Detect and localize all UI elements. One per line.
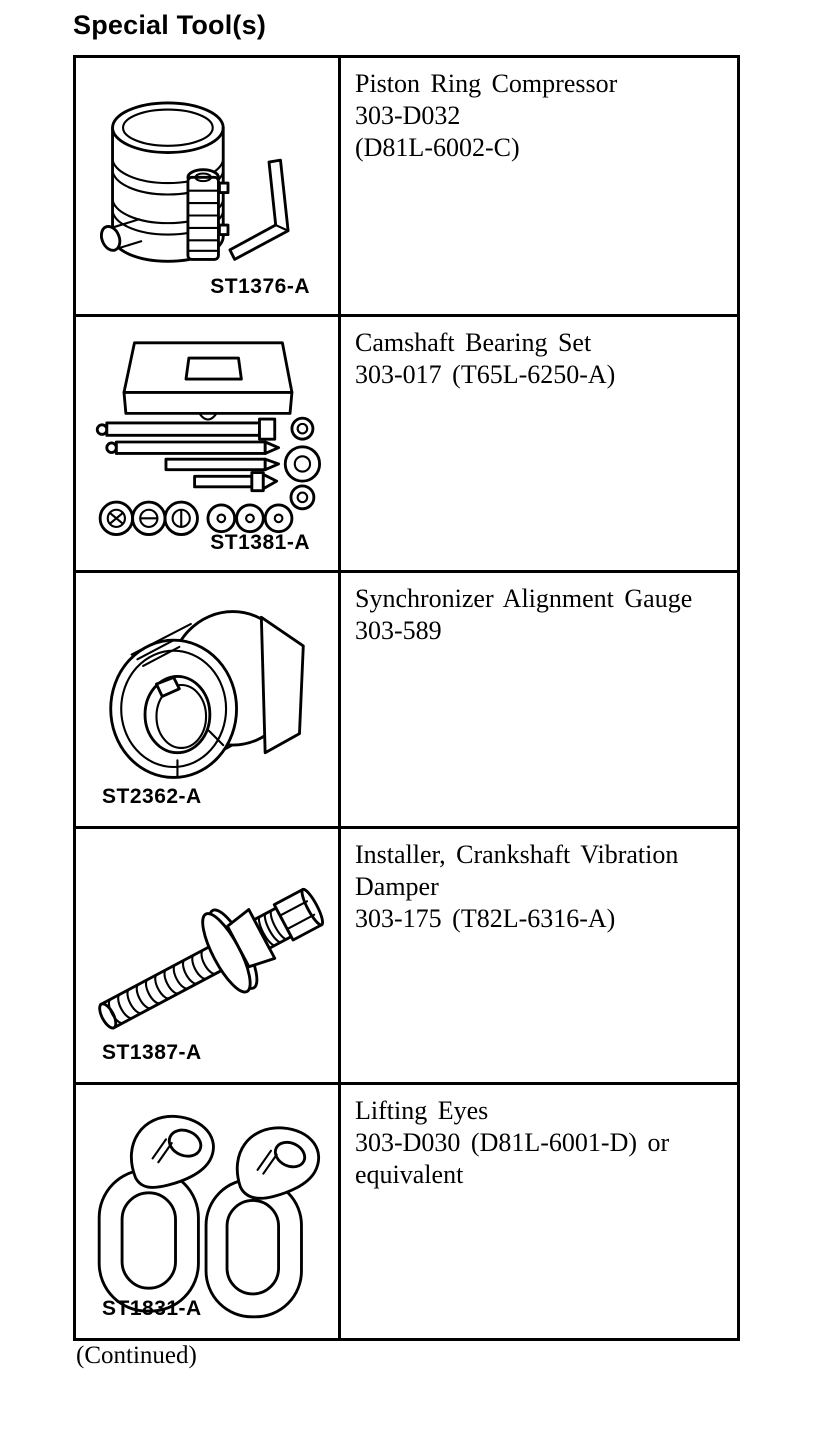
tool-description-line: Installer, Crankshaft Vibration: [355, 840, 679, 869]
tool-description-line: Synchronizer Alignment Gauge: [355, 584, 693, 613]
tool-description-cell: [341, 829, 737, 1082]
tool-description-line: 303-017 (T65L-6250-A): [355, 360, 616, 389]
crankshaft-vibration-damper-installer-illustration: [82, 839, 332, 1064]
tool-description-line: 303-589: [355, 616, 442, 645]
tool-illustration-cell: [76, 317, 341, 570]
tool-description-cell: [341, 58, 737, 314]
synchronizer-alignment-gauge-illustration: [82, 583, 332, 808]
tool-id-label: ST1376-A: [210, 275, 310, 298]
table-row: [76, 1082, 737, 1338]
tool-description-cell: [341, 317, 737, 570]
tool-description-line: equivalent: [355, 1160, 464, 1189]
lifting-eyes-illustration: [82, 1095, 332, 1323]
tool-illustration-cell: [76, 1085, 341, 1338]
tool-illustration-cell: [76, 573, 341, 826]
table-row: [76, 570, 737, 826]
tool-illustration-cell: [76, 58, 341, 314]
tool-illustration-cell: [76, 829, 341, 1082]
tool-id-label: ST2362-A: [102, 785, 202, 808]
piston-ring-compressor-illustration: [82, 68, 332, 300]
tool-id-label: ST1831-A: [102, 1297, 202, 1320]
tool-description-cell: [341, 573, 737, 826]
tool-id-label: ST1387-A: [102, 1041, 202, 1064]
tool-id-label: ST1381-A: [210, 531, 310, 554]
continued-note: (Continued): [76, 1342, 197, 1369]
table-row: [76, 58, 737, 314]
table-row: [76, 826, 737, 1082]
special-tools-table: [73, 55, 740, 1341]
tool-description-line: Damper: [355, 872, 439, 901]
tool-description-line: (D81L-6002-C): [355, 133, 520, 162]
tool-description-line: 303-175 (T82L-6316-A): [355, 904, 616, 933]
tool-description-cell: [341, 1085, 737, 1338]
page-title: Special Tool(s): [73, 10, 267, 40]
tool-description-line: 303-D032: [355, 101, 461, 130]
tool-description-line: 303-D030 (D81L-6001-D) or: [355, 1128, 670, 1157]
tool-description-line: Camshaft Bearing Set: [355, 328, 592, 357]
tool-description-line: Piston Ring Compressor: [355, 69, 618, 98]
camshaft-bearing-set-illustration: [82, 327, 332, 557]
tool-description-line: Lifting Eyes: [355, 1096, 489, 1125]
table-row: [76, 314, 737, 570]
